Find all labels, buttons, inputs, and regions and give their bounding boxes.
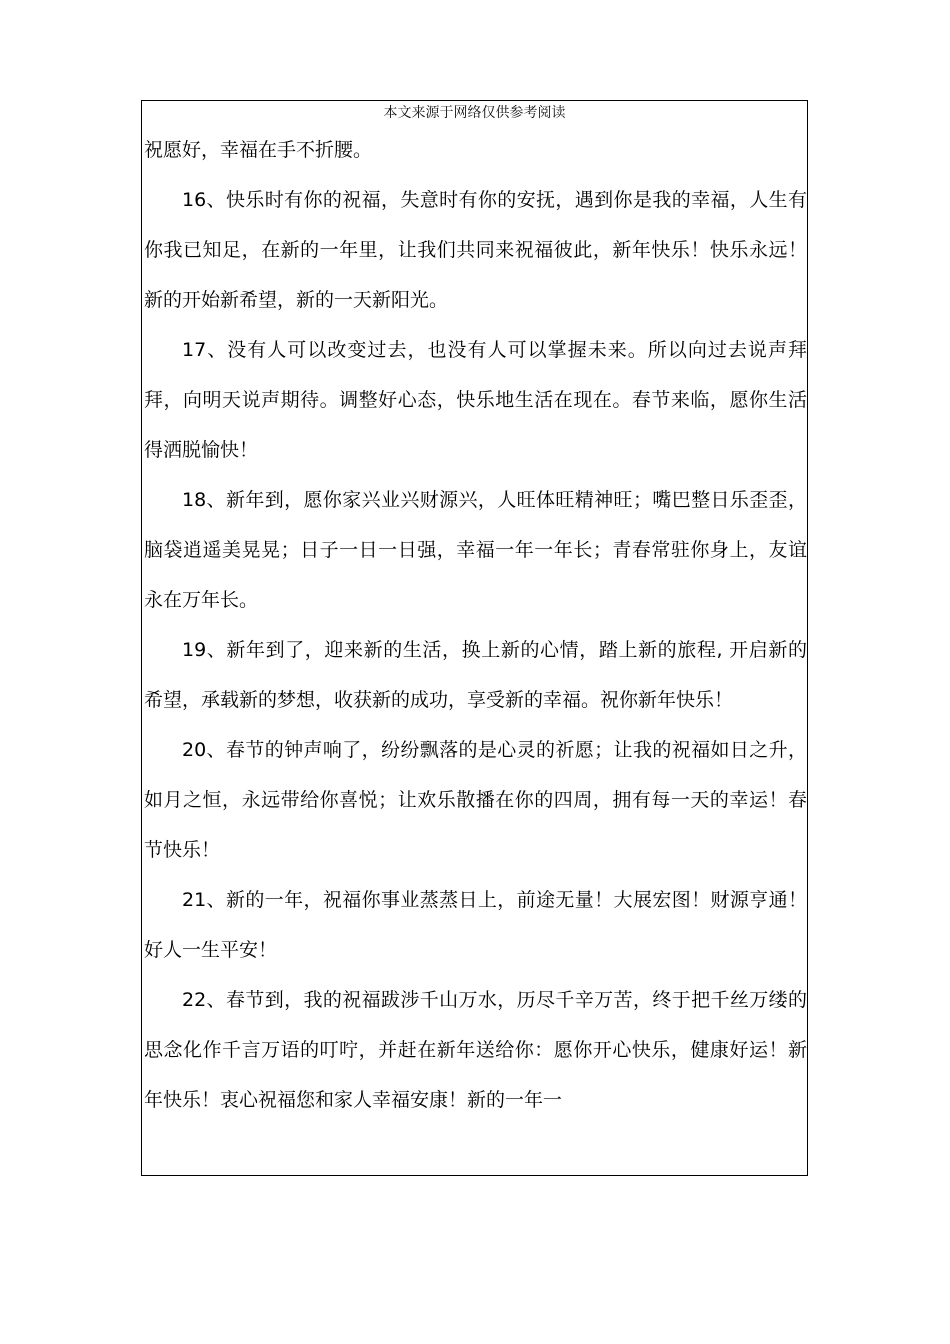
paragraph: 16、快乐时有你的祝福，失意时有你的安抚，遇到你是我的幸福，人生有你我已知足，在新的一年里，让我们共同来祝福彼此，新年快乐！快乐永远！新的开始新希望，新的一天新阳光。 — [144, 189, 807, 311]
document-page — [141, 100, 808, 1176]
paragraph: 22、春节到，我的祝福跋涉千山万水，历尽千辛万苦，终于把千丝万缕的思念化作千言万语的叮咛，并赶在新年送给你：愿你开心快乐，健康好运！新年快乐！衷心祝福您和家人幸福安康！新的一年一 — [144, 989, 807, 1111]
page-header: 本文来源于网络仅供参考阅读 — [383, 105, 566, 121]
paragraph: 21、新的一年，祝福你事业蒸蒸日上，前途无量！大展宏图！财源亨通！好人一生平安！ — [144, 889, 807, 961]
paragraph: 17、没有人可以改变过去，也没有人可以掌握未来。所以向过去说声拜拜，向明天说声期待。调整好心态，快乐地生活在现在。春节来临，愿你生活得洒脱愉快！ — [144, 339, 807, 461]
paragraph: 19、新年到了，迎来新的生活，换上新的心情，踏上新的旅程, 开启新的希望，承载新的梦想，收获新的成功，享受新的幸福。祝你新年快乐！ — [144, 639, 807, 711]
paragraph: 18、新年到，愿你家兴业兴财源兴，人旺体旺精神旺；嘴巴整日乐歪歪，脑袋逍遥美晃晃；日子一日一日强，幸福一年一年长；青春常驻你身上，友谊永在万年长。 — [144, 489, 807, 611]
paragraph: 20、春节的钟声响了，纷纷飘落的是心灵的祈愿；让我的祝福如日之升，如月之恒，永远带给你喜悦；让欢乐散播在你的四周，拥有每一天的幸运！春节快乐！ — [144, 739, 807, 861]
paragraph: 祝愿好，幸福在手不折腰。 — [144, 139, 373, 161]
document-body — [142, 125, 807, 1125]
